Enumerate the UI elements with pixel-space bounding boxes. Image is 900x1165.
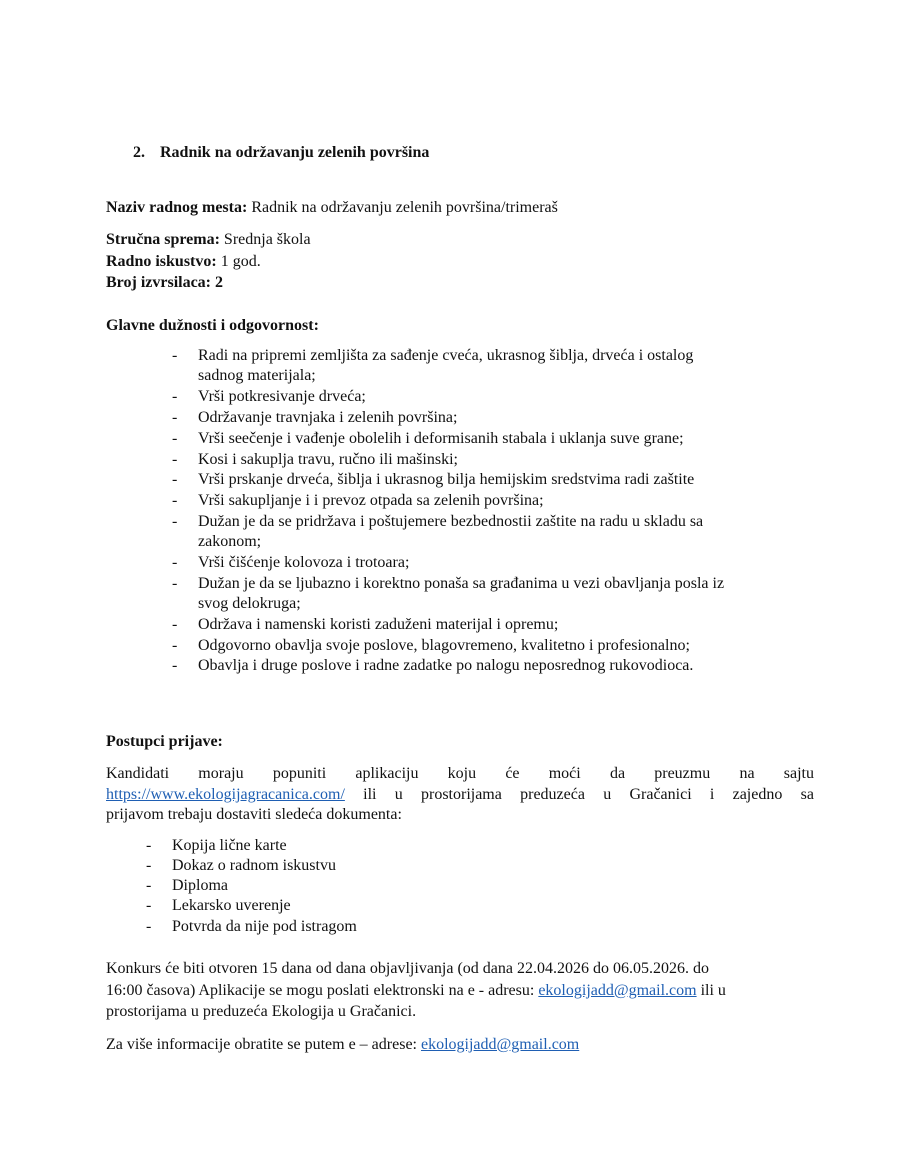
list-item: Dokaz o radnom iskustvu — [172, 857, 336, 874]
konkurs-text: 16:00 časova) Aplikacije se mogu poslati elektronski na e - adresu: — [106, 982, 539, 999]
field-sprema — [106, 231, 311, 249]
word: sa — [800, 786, 814, 803]
word: moraju — [198, 765, 244, 782]
list-bullet: - — [172, 451, 178, 468]
list-item: Dužan je da se ljubazno i korektno ponaša sa građanima u vezi obavljanja posla iz — [198, 575, 725, 592]
list-bullet: - — [172, 575, 178, 592]
list-item: Kosi i sakuplja travu, ručno ili mašinski; — [198, 451, 458, 468]
word: zajedno — [732, 786, 783, 803]
list-bullet: - — [172, 471, 178, 488]
konkurs-line-3: prostorijama u preduzeća Ekologija u Gračanici. — [106, 1003, 417, 1020]
field-naziv — [106, 199, 558, 217]
contact-line — [106, 1036, 579, 1054]
word: preduzeća — [520, 786, 585, 803]
list-item: Diploma — [172, 877, 228, 894]
list-bullet: - — [146, 877, 152, 894]
word: sajtu — [783, 765, 814, 782]
word: preuzmu — [654, 765, 711, 782]
word: aplikaciju — [355, 765, 419, 782]
iskustvo-label: Radno iskustvo: — [106, 253, 217, 270]
list-bullet: - — [172, 430, 178, 447]
list-item: Obavlja i druge poslove i radne zadatke po nalogu neposrednog rukovodioca. — [198, 657, 694, 674]
word: Gračanici — [629, 786, 692, 803]
list-bullet: - — [172, 347, 178, 364]
word: ili — [363, 786, 377, 803]
list-item-continuation: sadnog materijala; — [198, 367, 316, 384]
application-line-2 — [106, 786, 814, 804]
application-heading: Postupci prijave: — [106, 733, 223, 750]
list-item: Potvrda da nije pod istragom — [172, 918, 357, 935]
list-item-continuation: svog delokruga; — [198, 595, 301, 612]
website-link[interactable]: https://www.ekologijagracanica.com/ — [106, 786, 345, 803]
list-bullet: - — [172, 388, 178, 405]
list-item: Održavanje travnjaka i zelenih površina; — [198, 409, 458, 426]
list-item: Radi na pripremi zemljišta za sađenje cveća, ukrasnog šiblja, drveća i ostalog — [198, 347, 694, 364]
application-line-3: prijavom trebaju dostaviti sledeća dokumenta: — [106, 806, 402, 823]
list-item: Održava i namenski koristi zaduženi materijal i opremu; — [198, 616, 559, 633]
word: popuniti — [272, 765, 327, 782]
list-item: Vrši sakupljanje i i prevoz otpada sa zelenih površina; — [198, 492, 544, 509]
section-number: 2. — [133, 144, 145, 161]
list-item: Vrši potkresivanje drveća; — [198, 388, 366, 405]
list-item: Lekarsko uverenje — [172, 897, 291, 914]
word: na — [739, 765, 755, 782]
list-item: Vrši prskanje drveća, šiblja i ukrasnog bilja hemijskim sredstvima radi zaštite — [198, 471, 695, 488]
list-bullet: - — [172, 492, 178, 509]
naziv-label: Naziv radnog mesta: — [106, 199, 248, 216]
list-item-continuation: zakonom; — [198, 533, 262, 550]
list-bullet: - — [146, 897, 152, 914]
word: koju — [447, 765, 477, 782]
word: i — [709, 786, 715, 803]
field-broj: Broj izvrsilaca: 2 — [106, 274, 224, 291]
list-item: Kopija lične karte — [172, 837, 287, 854]
list-item: Odgovorno obavlja svoje poslove, blagovremeno, kvalitetno i profesionalno; — [198, 637, 690, 654]
word: će — [505, 765, 520, 782]
list-bullet: - — [146, 918, 152, 935]
word: Kandidati — [106, 765, 170, 782]
list-bullet: - — [172, 657, 178, 674]
list-bullet: - — [172, 409, 178, 426]
list-bullet: - — [172, 554, 178, 571]
application-line-1 — [106, 765, 814, 783]
field-iskustvo — [106, 253, 261, 271]
list-bullet: - — [172, 637, 178, 654]
konkurs-text-tail: ili u — [696, 982, 726, 999]
list-item: Dužan je da se pridržava i poštujemere bezbednostii zaštite na radu u skladu sa — [198, 513, 704, 530]
list-bullet: - — [172, 513, 178, 530]
word: prostorijama — [420, 786, 502, 803]
konkurs-line-2 — [106, 982, 726, 1000]
section-title: Radnik na održavanju zelenih površina — [160, 144, 430, 161]
list-item: Vrši seečenje i vađenje obolelih i deformisanih stabala i uklanja suve grane; — [198, 430, 684, 447]
word: u — [603, 786, 612, 803]
word: moći — [548, 765, 581, 782]
konkurs-line-1: Konkurs će biti otvoren 15 dana od dana objavljivanja (od dana 22.04.2026 do 06.05.2026. do — [106, 960, 709, 977]
naziv-value: Radnik na održavanju zelenih površina/trimeraš — [251, 199, 558, 216]
list-bullet: - — [146, 837, 152, 854]
list-item: Vrši čišćenje kolovoza i trotoara; — [198, 554, 410, 571]
duties-heading: Glavne dužnosti i odgovornost: — [106, 317, 319, 334]
list-bullet: - — [172, 616, 178, 633]
sprema-value: Srednja škola — [223, 231, 311, 248]
list-bullet: - — [146, 857, 152, 874]
email-link[interactable]: ekologijadd@gmail.com — [538, 982, 697, 999]
iskustvo-value: 1 god. — [220, 253, 261, 270]
sprema-label: Stručna sprema: — [106, 231, 220, 248]
contact-email-link[interactable]: ekologijadd@gmail.com — [420, 1036, 580, 1053]
word: da — [609, 765, 626, 782]
word: u — [394, 786, 403, 803]
contact-text: Za više informacije obratite se putem e – adrese: — [106, 1036, 421, 1053]
